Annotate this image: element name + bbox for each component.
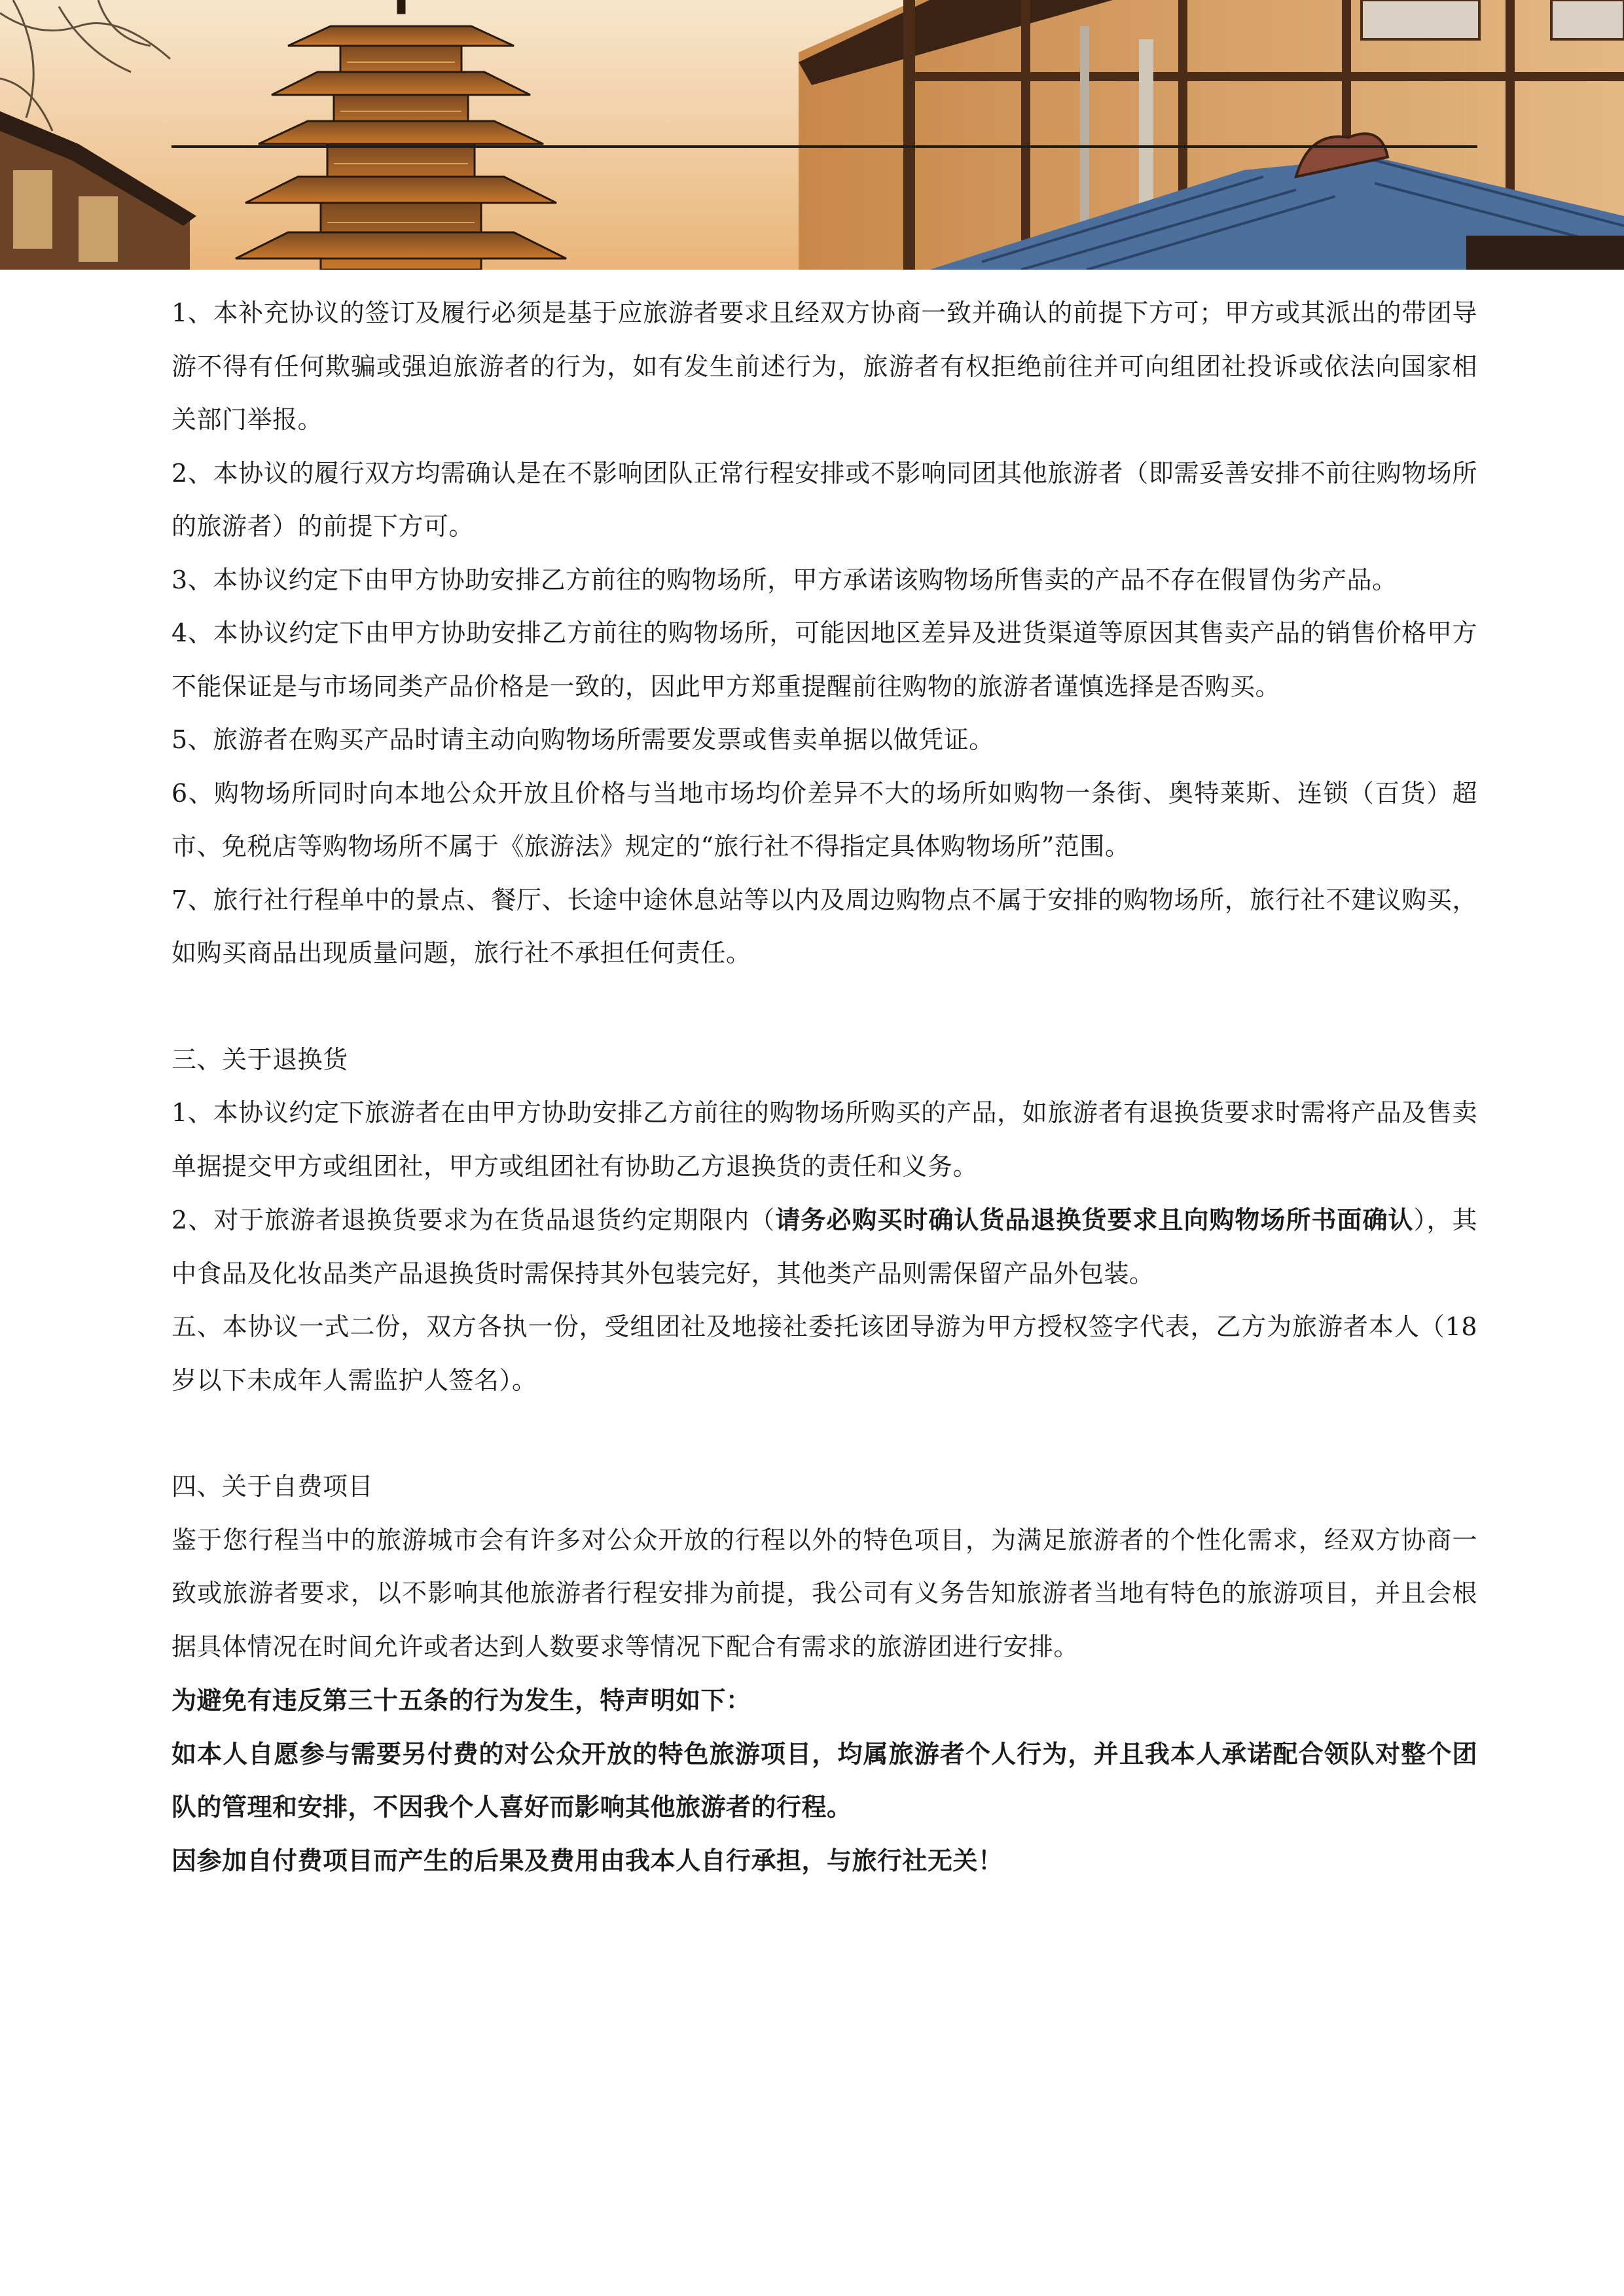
header-banner-photo: [0, 0, 1624, 270]
list-item: 7、旅行社行程单中的景点、餐厅、长途中途休息站等以内及周边购物点不属于安排的购物场所，旅行社不建议购买，如购买商品出现质量问题，旅行社不承担任何责任。: [171, 885, 1477, 967]
section-heading-optional-items: 四、关于自费项目: [171, 1472, 374, 1501]
text-segment: ），其中食品及化妆品类产品退换货时需保持其外包装完好，其他类产品则需保留产品外包装。: [171, 1206, 1477, 1288]
list-item: 4、本协议约定下由甲方协助安排乙方前往的购物场所，可能因地区差异及进货渠道等原因其售卖产品的销售价格甲方不能保证是与市场同类产品价格是一致的，因此甲方郑重提醒前往购物的旅游者谨慎选择是否购买。: [171, 619, 1477, 701]
paragraph: 鉴于您行程当中的旅游城市会有许多对公众开放的行程以外的特色项目，为满足旅游者的个性化需求，经双方协商一致或旅游者要求，以不影响其他旅游者行程安排为前提，我公司有义务告知旅游者当地有特色的旅游项目，并且会根据具体情况在时间允许或者达到人数要求等情况下配合有需求的旅游团进行安排。: [171, 1525, 1477, 1661]
declaration-commitment: 如本人自愿参与需要另付费的对公众开放的特色旅游项目，均属旅游者个人行为，并且我本人承诺配合领队对整个团队的管理和安排，不因我个人喜好而影响其他旅游者的行程。: [171, 1738, 1477, 1821]
list-item: 五、本协议一式二份，双方各执一份，受组团社及地接社委托该团导游为甲方授权签字代表，乙方为旅游者本人（18 岁以下未成年人需监护人签名）。: [171, 1312, 1477, 1395]
list-item: 2、本协议的履行双方均需确认是在不影响团队正常行程安排或不影响同团其他旅游者（即需妥善安排不前往购物场所的旅游者）的前提下方可。: [171, 458, 1477, 541]
list-item: 3、本协议约定下由甲方协助安排乙方前往的购物场所，甲方承诺该购物场所售卖的产品不存在假冒伪劣产品。: [171, 565, 1398, 594]
document-body: [171, 287, 1477, 1887]
bold-note: 请务必购买时确认货品退换货要求且向购物场所书面确认: [775, 1205, 1414, 1234]
section-heading-returns: 三、关于退换货: [171, 1045, 348, 1074]
list-item: 6、购物场所同时向本地公众开放且价格与当地市场均价差异不大的场所如购物一条街、奥特莱斯、连锁（百货）超市、免税店等购物场所不属于《旅游法》规定的“旅行社不得指定具体购物场所”范围。: [171, 778, 1477, 861]
header-rule: [171, 145, 1477, 148]
kyoto-pagoda-street-icon: [0, 0, 1624, 270]
declaration-liability: 因参加自付费项目而产生的后果及费用由我本人自行承担，与旅行社无关！: [171, 1845, 1003, 1875]
list-item: 1、本协议约定下旅游者在由甲方协助安排乙方前往的购物场所购买的产品，如旅游者有退换货要求时需将产品及售卖单据提交甲方或组团社，甲方或组团社有协助乙方退换货的责任和义务。: [171, 1098, 1477, 1181]
list-item-returns-deadline: [171, 1193, 1477, 1300]
text-segment: 2、对于旅游者退换货要求为在货品退货约定期限内（: [171, 1206, 776, 1234]
declaration-intro: 为避免有违反第三十五条的行为发生，特声明如下：: [171, 1685, 751, 1715]
list-item: 1、本补充协议的签订及履行必须是基于应旅游者要求且经双方协商一致并确认的前提下方可；甲方或其派出的带团导游不得有任何欺骗或强迫旅游者的行为，如有发生前述行为，旅游者有权拒绝前往并可向组团社投诉或依法向国家相关部门举报。: [171, 298, 1477, 434]
list-item: 5、旅游者在购买产品时请主动向购物场所需要发票或售卖单据以做凭证。: [171, 725, 994, 754]
